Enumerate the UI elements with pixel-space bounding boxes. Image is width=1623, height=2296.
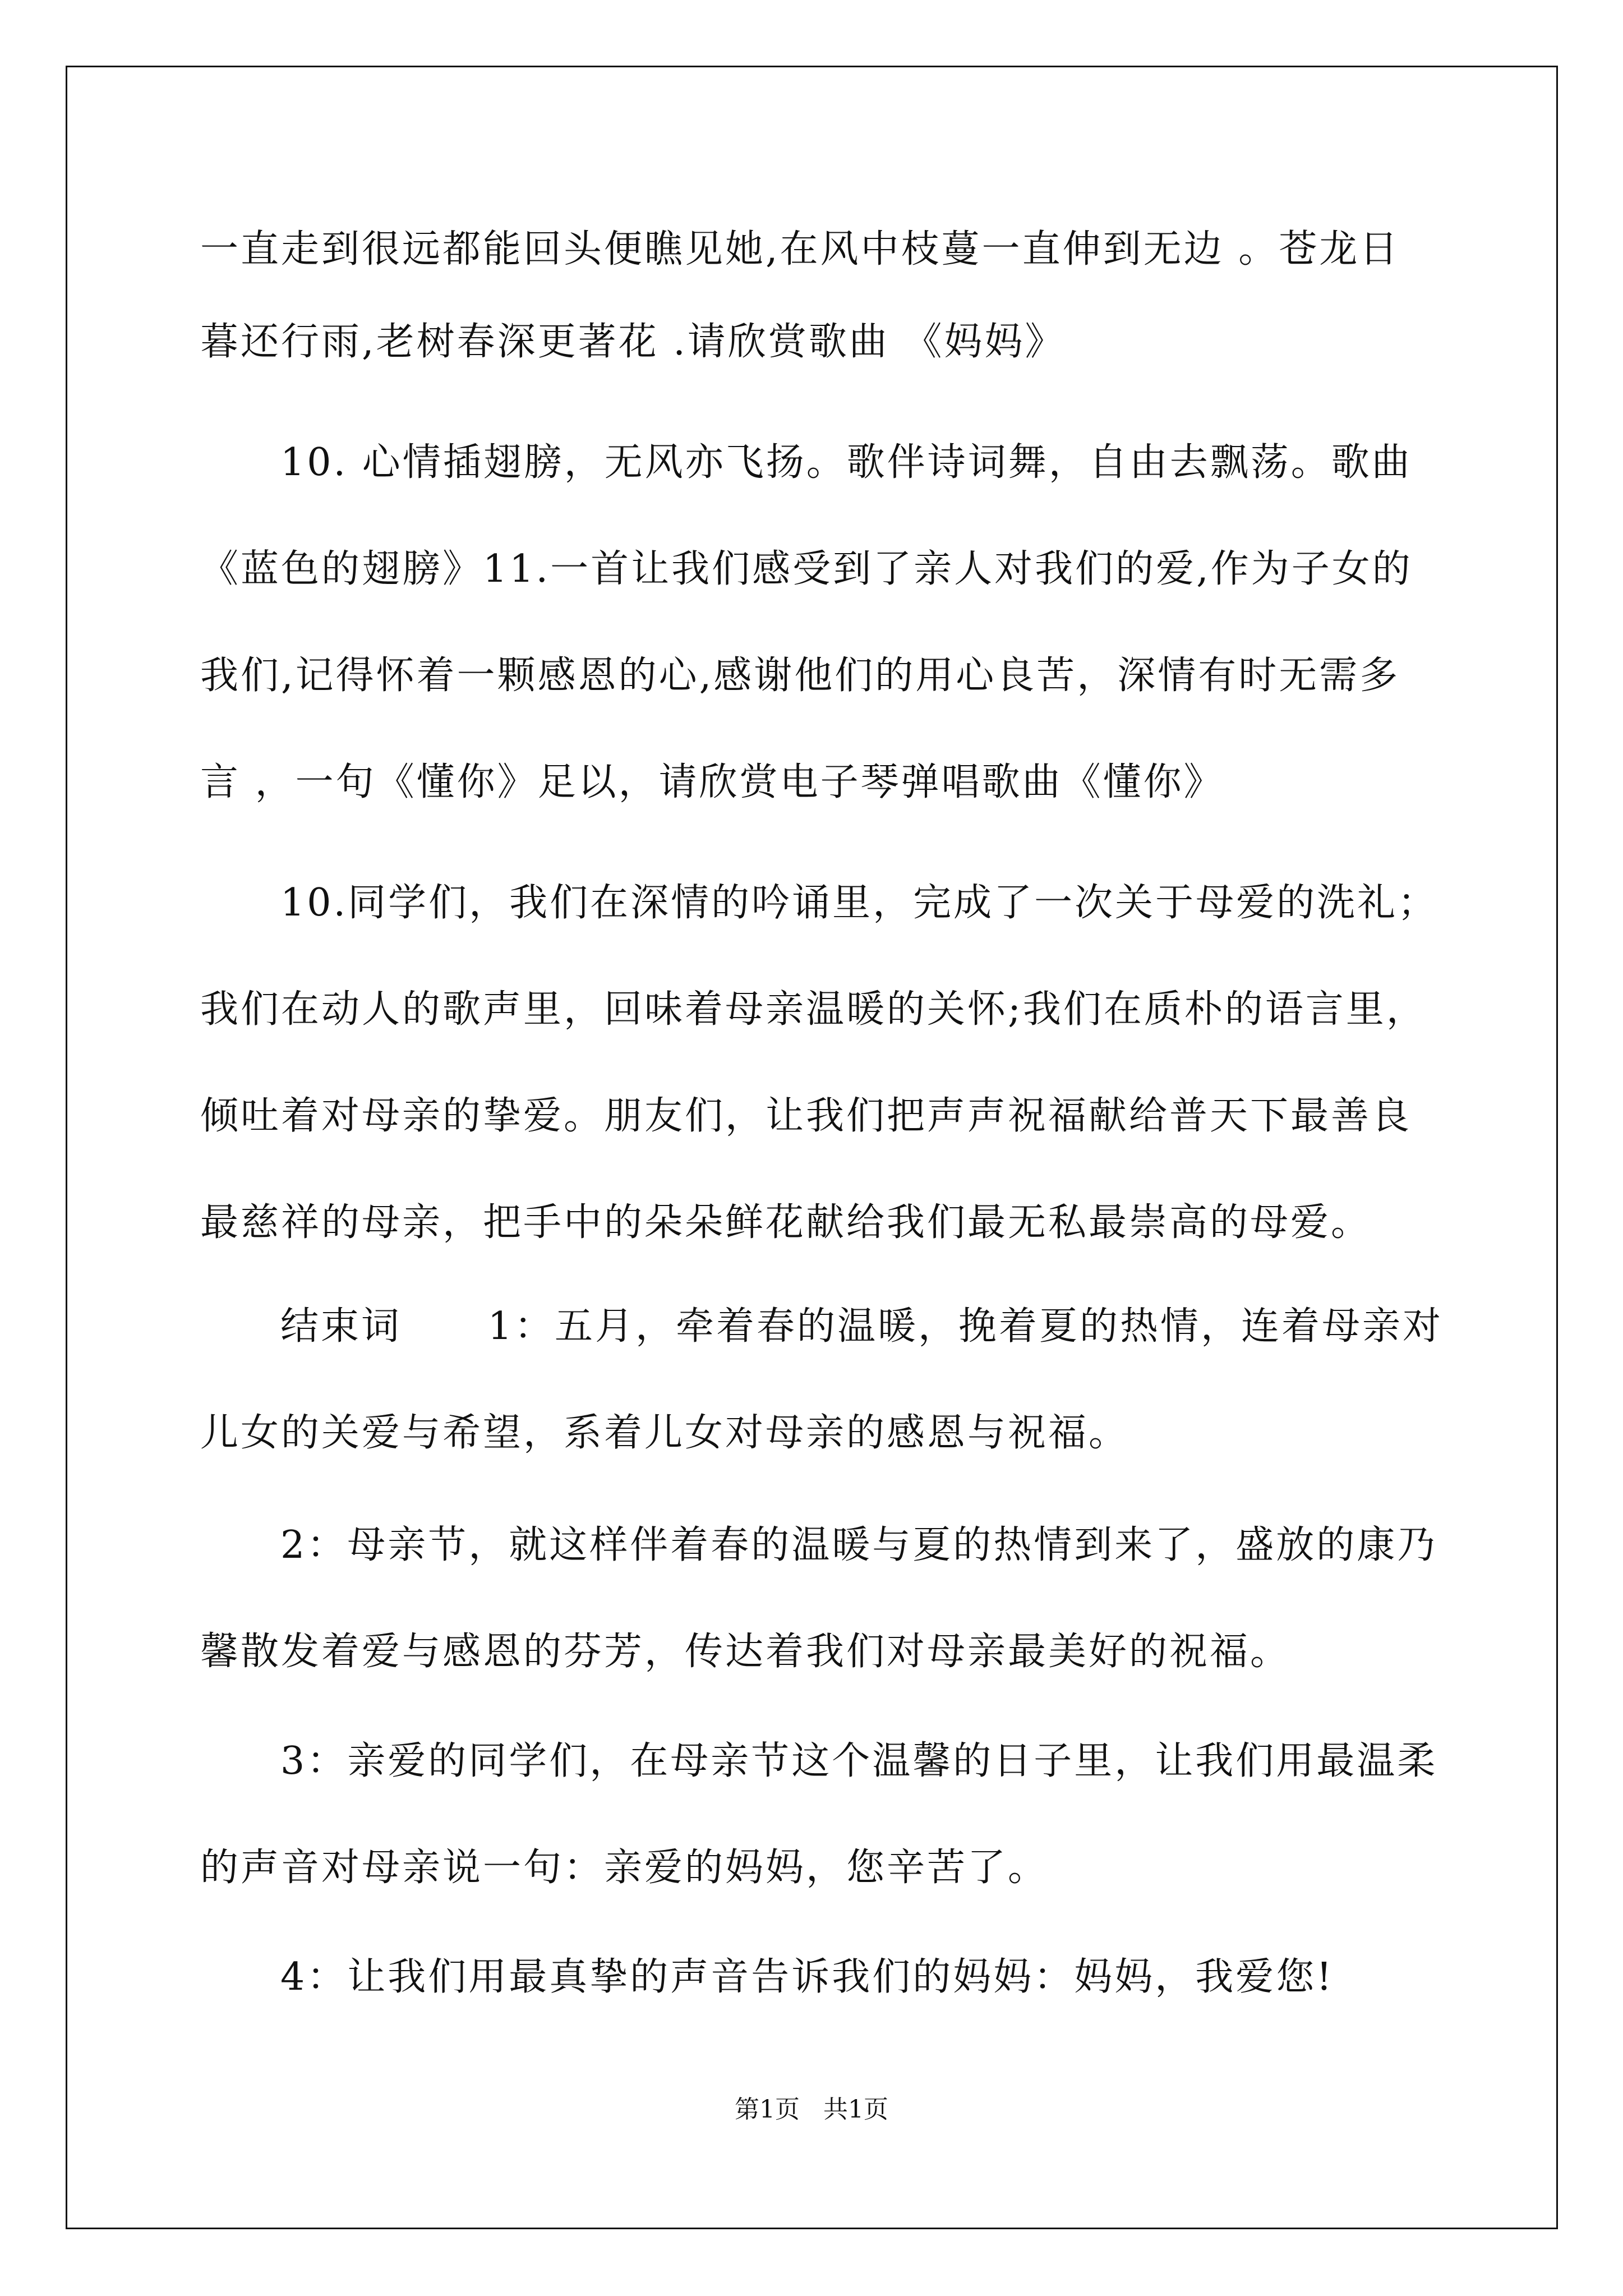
paragraph-start: 2：母亲节，就这样伴着春的温暖与夏的热情到来了，盛放的康乃: [280, 1523, 1438, 1567]
paragraph-start: 结束词 1：五月，牵着春的温暖，挽着夏的热情，连着母亲对: [280, 1304, 1443, 1349]
text-line: 言 ，一句《懂你》足以，请欣赏电子琴弹唱歌曲《懂你》: [200, 760, 1224, 804]
paragraph-start: 10.同学们，我们在深情的吟诵里，完成了一次关于母爱的洗礼；: [280, 881, 1438, 925]
text-line: 一直走到很远都能回头便瞧见她,在风中枝蔓一直伸到无边 。苍龙日: [200, 227, 1400, 272]
page-border: [66, 66, 1558, 2229]
text-line: 《蓝色的翅膀》11.一首让我们感受到了亲人对我们的爱,作为子女的: [200, 547, 1413, 591]
text-line: 我们,记得怀着一颗感恩的心,感谢他们的用心良苦，深情有时无需多: [200, 654, 1400, 698]
text-line: 倾吐着对母亲的挚爱。朋友们，让我们把声声祝福献给普天下最善良: [200, 1094, 1412, 1138]
paragraph-start: 3：亲爱的同学们，在母亲节这个温馨的日子里，让我们用最温柔: [280, 1739, 1438, 1783]
text-line: 我们在动人的歌声里，回味着母亲温暖的关怀;我们在质朴的语言里，: [200, 987, 1427, 1032]
paragraph-start: 10. 心情插翅膀，无风亦飞扬。歌伴诗词舞，自由去飘荡。歌曲: [280, 440, 1412, 485]
page-number-footer: 第1页 共1页: [735, 2095, 888, 2124]
text-line: 儿女的关爱与希望，系着儿女对母亲的感恩与祝福。: [200, 1411, 1129, 1455]
paragraph-start: 4：让我们用最真挚的声音告诉我们的妈妈：妈妈，我爱您!: [280, 1955, 1334, 1999]
text-line: 馨散发着爱与感恩的芬芳，传达着我们对母亲最美好的祝福。: [200, 1630, 1291, 1674]
text-line: 最慈祥的母亲，把手中的朵朵鲜花献给我们最无私最崇高的母爱。: [200, 1200, 1372, 1245]
text-line: 暮还行雨,老树春深更著花 .请欣赏歌曲 《妈妈》: [200, 320, 1066, 364]
text-line: 的声音对母亲说一句：亲爱的妈妈，您辛苦了。: [200, 1846, 1049, 1890]
